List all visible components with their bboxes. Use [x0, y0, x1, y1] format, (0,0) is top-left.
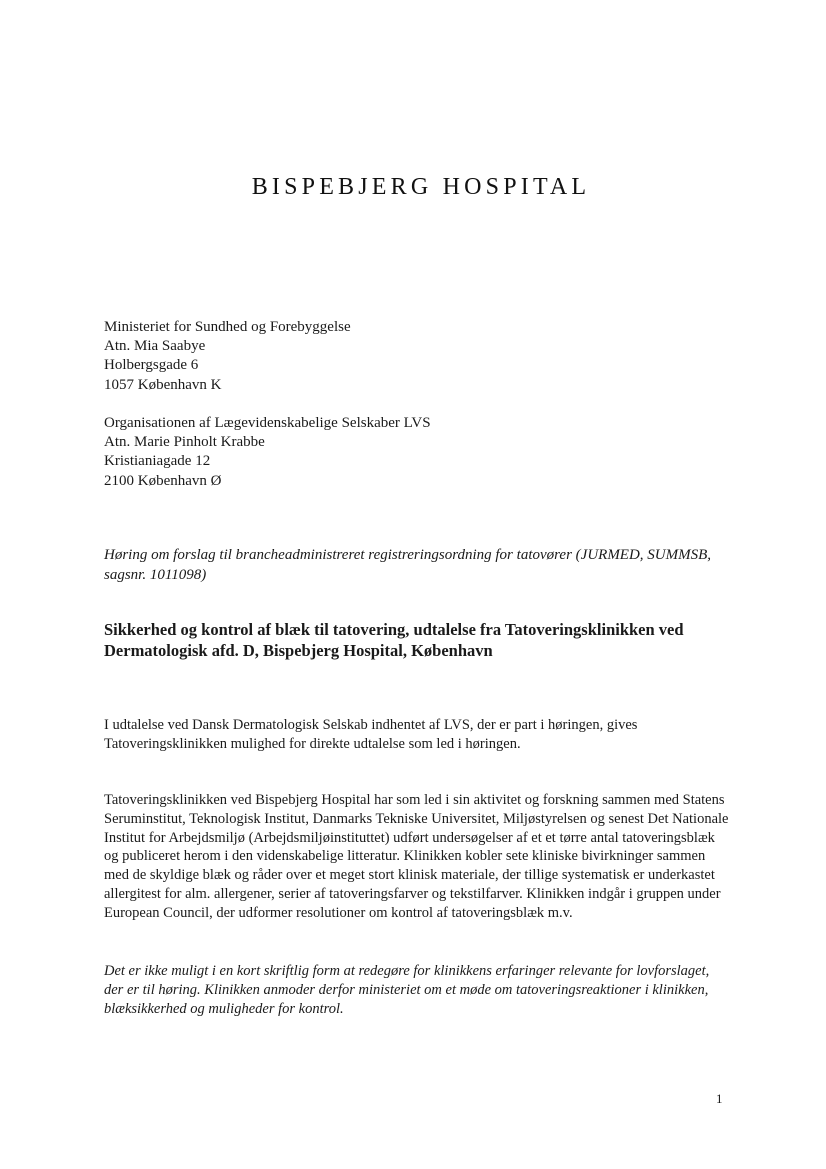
- page-number: 1: [716, 1091, 723, 1106]
- address-line: Ministeriet for Sundhed og Forebyggelse: [104, 319, 351, 335]
- address-line: Atn. Marie Pinholt Krabbe: [104, 434, 265, 451]
- document-heading: Sikkerhed og kontrol af blæk til tatovering, udtalelse fra Tatoveringsklinikken ved Dermatologisk afd. D, Bispebjerg Hospital, København: [104, 620, 684, 660]
- address-line: 2100 København Ø: [104, 472, 222, 489]
- address-line: 1057 København K: [104, 376, 222, 393]
- letterhead-title: BISPEBJERG HOSPITAL: [251, 174, 591, 200]
- recipient-address-ministry: [104, 318, 351, 395]
- address-line: Atn. Mia Saabye: [104, 338, 206, 355]
- body-paragraph-closing: Det er ikke muligt i en kort skriftlig form at redegøre for klinikkens erfaringer relevante for lovforslaget, der er til høring. Klinikken anmoder derfor ministeriet om et møde om tatoveringsreaktioner i klinikken, blæksikkerhed og muligheder for kontrol.: [104, 963, 710, 1017]
- body-paragraph: I udtalelse ved Dansk Dermatologisk Selskab indhentet af LVS, der er part i høringen, gives Tatoveringsklinikken mulighed for direkte udtalelse som led i høringen.: [104, 717, 638, 752]
- address-line: Organisationen af Lægevidenskabelige Selskaber LVS: [104, 415, 431, 431]
- recipient-address-lvs: [104, 414, 431, 491]
- address-line: Holbergsgade 6: [104, 357, 199, 374]
- body-paragraph: Tatoveringsklinikken ved Bispebjerg Hospital har som led i sin aktivitet og forskning sammen med Statens Seruminstitut, Teknologisk Institut, Danmarks Tekniske Universitet, Miljøstyrelsen og senest Det Nationale Institut for Arbejdsmiljø (Arbejdsmiljøinstituttet) udført undersøgelser af et et tørre antal tatoveringsblæk og publiceret herom i den videnskabelige litteratur. Klinikken kobler sete kliniske bivirkninger sammen med de skyldige blæk og råder over et meget stort klinisk materiale, der tillige systematisk er underkastet allergitest for alm. allergener, serier af tatoveringsfarver og tekstilfarver. Klinikken indgår i gruppen under European Council, der udformer resolutioner om kontrol af tatoveringsblæk m.v.: [104, 792, 729, 921]
- subject-line: Høring om forslag til brancheadministreret registreringsordning for tatovører (JURMED, SUMMSB, sagsnr. 1011098): [104, 547, 712, 583]
- address-line: Kristianiagade 12: [104, 453, 211, 470]
